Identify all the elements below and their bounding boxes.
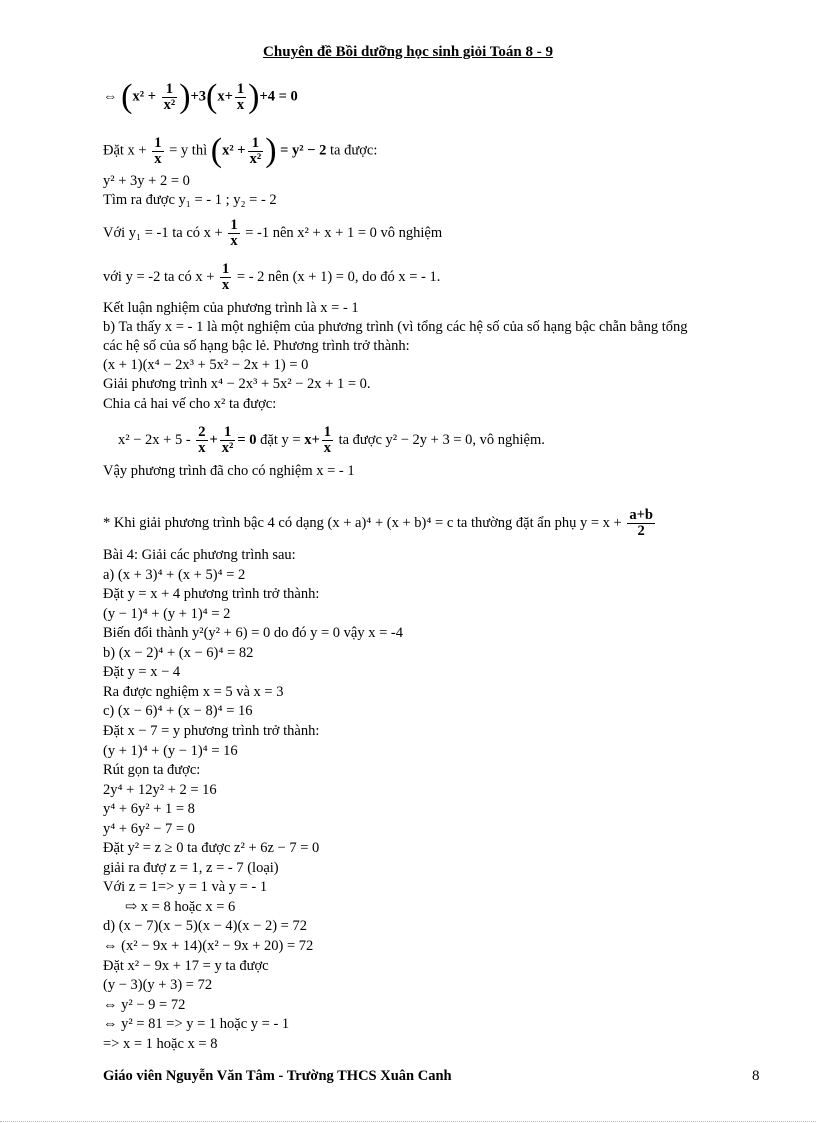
text-line: b) Ta thấy x = - 1 là một nghiệm của phương trình (vì tổng các hệ số của số hạng bậc chẵn bằng tổng <box>103 319 688 335</box>
text-line: => x = 1 hoặc x = 8 <box>103 1035 218 1052</box>
page-footer: Giáo viên Nguyễn Văn Tâm - Trường THCS Xuân Canh <box>103 1068 452 1084</box>
text-line: Với z = 1=> y = 1 và y = - 1 <box>103 879 268 896</box>
text-line: các hệ số của số hạng bậc lẻ. Phương trình trở thành: <box>103 338 410 354</box>
text-line: c) (x − 6)⁴ + (x − 8)⁴ = 16 <box>103 703 253 720</box>
equiv-arrow: ⇔ <box>103 88 118 105</box>
substitution-line: Đặt x + $\frac{1}{x}$ = y thì (x² + $\frac{1}{\text{x²}}$ ) = y² − 2 ta được: <box>103 132 378 169</box>
page-bottom-border <box>0 1121 816 1122</box>
text-line: y⁴ + 6y² + 1 = 8 <box>103 801 195 818</box>
text-line: ⇔ y² − 9 = 72 <box>103 996 186 1013</box>
text-line: Chia cả hai vế cho x² ta được: <box>103 396 277 412</box>
text-line: Đặt y = x − 4 <box>103 664 181 681</box>
page-header: Chuyên đề Bồi dưỡng học sinh giỏi Toán 8 - 9 <box>263 44 553 60</box>
division-line: x² − 2x + 5 - $\frac{2}{x}$ + $\frac{1}{\text{x²}}$ = 0 đặt y = x+ $\frac{1}{x}$ ta được y² − 2y + 3 = 0, vô nghiệm. <box>118 424 545 456</box>
text-line: Ra được nghiệm x = 5 và x = 3 <box>103 683 284 700</box>
y2-line: với y = -2 ta có x + $\frac{1}{x}$ = - 2 nên (x + 1) = 0, do đó x = - 1. <box>103 261 441 293</box>
text-line: ⇨ x = 8 hoặc x = 6 <box>125 898 236 915</box>
text-line: (x + 1)(x⁴ − 2x³ + 5x² − 2x + 1) = 0 <box>103 357 309 373</box>
text-line: a) (x + 3)⁴ + (x + 5)⁴ = 2 <box>103 566 246 583</box>
text-line: Rút gọn ta được: <box>103 762 201 779</box>
text-line: Đặt y² = z ≥ 0 ta được z² + 6z − 7 = 0 <box>103 840 320 857</box>
text-line: (y − 3)(y + 3) = 72 <box>103 977 213 994</box>
text-line: Đặt x² − 9x + 17 = y ta được <box>103 957 269 974</box>
text-line: Đặt y = x + 4 phương trình trở thành: <box>103 586 320 603</box>
equation-main: ⇔ (x² + $\frac{1}{\text{x²}}$ )+3(x+ $\frac{1}{x}$ )+4 = 0 <box>103 78 298 115</box>
text-line: ⇔ (x² − 9x + 14)(x² − 9x + 20) = 72 <box>103 938 314 954</box>
page-number: 8 <box>752 1068 760 1084</box>
text-line: ⇔ y² = 81 => y = 1 hoặc y = - 1 <box>103 1016 290 1033</box>
conclusion: Vậy phương trình đã cho có nghiệm x = - 1 <box>103 463 355 479</box>
text-line: y⁴ + 6y² − 7 = 0 <box>103 820 195 837</box>
text-line: (y − 1)⁴ + (y + 1)⁴ = 2 <box>103 605 231 622</box>
text-line: d) (x − 7)(x − 5)(x − 4)(x − 2) = 72 <box>103 918 307 935</box>
text-line: b) (x − 2)⁴ + (x − 6)⁴ = 82 <box>103 644 254 661</box>
text-line: y² + 3y + 2 = 0 <box>103 173 190 189</box>
text-line: (y + 1)⁴ + (y − 1)⁴ = 16 <box>103 742 238 759</box>
text-line: Đặt x − 7 = y phương trình trở thành: <box>103 722 320 739</box>
text-line: giải ra đượ z = 1, z = - 7 (loại) <box>103 859 279 876</box>
y1-line: Với y₁ = -1 ta có x + $\frac{1}{x}$ = -1 nên x² + x + 1 = 0 vô nghiệm <box>103 217 443 249</box>
text-line: Biến đổi thành y²(y² + 6) = 0 do đó y = 0 vậy x = -4 <box>103 625 403 642</box>
text-line: 2y⁴ + 12y² + 2 = 16 <box>103 781 217 798</box>
text-line: Kết luận nghiệm của phương trình là x = - 1 <box>103 300 359 316</box>
text-line: Bài 4: Giải các phương trình sau: <box>103 547 296 563</box>
text-line: Tìm ra được y₁ = - 1 ; y₂ = - 2 <box>103 192 277 208</box>
text-line: Giải phương trình x⁴ − 2x³ + 5x² − 2x + 1 = 0. <box>103 376 371 392</box>
note-line: * Khi giải phương trình bậc 4 có dạng (x + a)⁴ + (x + b)⁴ = c ta thường đặt ẩn phụ y = x + $\frac{a+b}{2}$ <box>103 507 653 539</box>
